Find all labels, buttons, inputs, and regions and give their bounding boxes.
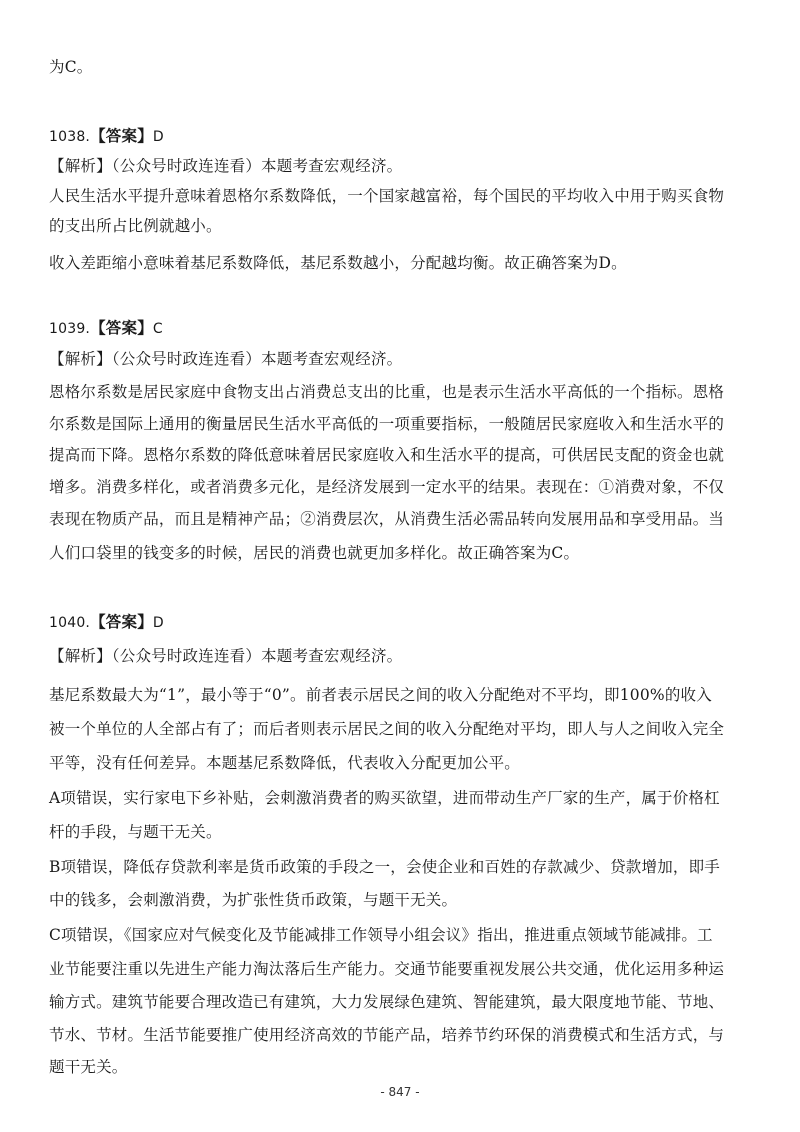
question-number: 1040.: [49, 615, 91, 631]
answer-value: D: [152, 129, 164, 145]
analysis-text-1039: 恩格尔系数是居民家庭中食物支出占消费总支出的比重，也是表示生活水平高低的一个指标。恩格: [49, 383, 725, 401]
option-a-analysis: A项错误，实行家电下乡补贴，会刺激消费者的购买欲望，进而带动生产厂家的生产，属于价格杠: [49, 789, 720, 807]
option-c-analysis: 题干无关。: [49, 1058, 128, 1076]
analysis-heading-1039: 【解析】（公众号时政连连看）本题考查宏观经济。: [49, 350, 403, 368]
option-b-analysis: B项错误，降低存贷款利率是货币政策的手段之一，会使企业和百姓的存款减少、贷款增加，即手: [49, 858, 720, 876]
answer-label: 【答案】: [90, 612, 153, 631]
answer-label: 【答案】: [90, 126, 153, 145]
option-c-analysis: 输方式。建筑节能要合理改造已有建筑，大力发展绿色建筑、智能建筑，最大限度地节能、节地、: [49, 993, 725, 1011]
answer-line-1040: [49, 611, 164, 634]
analysis-text-1040: 平等，没有任何差异。本题基尼系数降低，代表收入分配更加公平。: [49, 754, 521, 772]
option-b-analysis: 中的钱多，会刺激消费，为扩张性货币政策，与题干无关。: [49, 891, 458, 909]
question-number: 1039.: [49, 321, 91, 337]
answer-line-1038: [49, 125, 164, 148]
question-number: 1038.: [49, 129, 91, 145]
answer-value: C: [152, 321, 163, 337]
analysis-text-1038: 的支出所占比例就越小。: [49, 217, 222, 235]
analysis-text-1039: 尔系数是国际上通用的衡量居民生活水平高低的一项重要指标，一般随居民家庭收入和生活水平的: [49, 415, 725, 433]
analysis-text-1038: 收入差距缩小意味着基尼系数降低，基尼系数越小，分配越均衡。故正确答案为D。: [49, 254, 627, 272]
option-a-analysis: 杆的手段，与题干无关。: [49, 823, 222, 841]
analysis-text-1039: 提高而下降。恩格尔系数的降低意味着居民家庭收入和生活水平的提高，可供居民支配的资金也就: [49, 446, 725, 464]
analysis-text-1038: 人民生活水平提升意味着恩格尔系数降低，一个国家越富裕，每个国民的平均收入中用于购买食物: [49, 187, 725, 205]
document-page: [49, 0, 754, 1132]
option-c-analysis: 业节能要注重以先进生产能力淘汰落后生产能力。交通节能要重视发展公共交通，优化运用多种运: [49, 960, 725, 978]
analysis-text-1039: 表现在物质产品，而且是精神产品；②消费层次，从消费生活必需品转向发展用品和享受用品。当: [49, 510, 725, 528]
answer-value: D: [152, 615, 164, 631]
analysis-heading-1040: 【解析】（公众号时政连连看）本题考查宏观经济。: [49, 647, 403, 665]
analysis-text-1039: 人们口袋里的钱变多的时候，居民的消费也就更加多样化。故正确答案为C。: [49, 544, 580, 562]
option-c-analysis: C项错误，《国家应对气候变化及节能减排工作领导小组会议》指出，推进重点领域节能减排。工: [49, 926, 713, 944]
option-c-analysis: 节水、节材。生活节能要推广使用经济高效的节能产品，培养节约环保的消费模式和生活方式，与: [49, 1026, 725, 1044]
answer-line-1039: [49, 317, 163, 340]
analysis-heading-1038: 【解析】（公众号时政连连看）本题考查宏观经济。: [49, 157, 403, 175]
answer-label: 【答案】: [90, 318, 153, 337]
analysis-text-1039: 增多。消费多样化，或者消费多元化，是经济发展到一定水平的结果。表现在：①消费对象，不仅: [49, 478, 725, 496]
page-number: - 847 -: [380, 1085, 420, 1099]
analysis-text-1040: 被一个单位的人全部占有了；而后者则表示居民之间的收入分配绝对平均，即人与人之间收入完全: [49, 720, 725, 738]
analysis-text-1040: 基尼系数最大为“1”，最小等于“0”。前者表示居民之间的收入分配绝对不平均，即100%的收入: [49, 686, 712, 704]
carryover-text: 为C。: [49, 58, 93, 76]
